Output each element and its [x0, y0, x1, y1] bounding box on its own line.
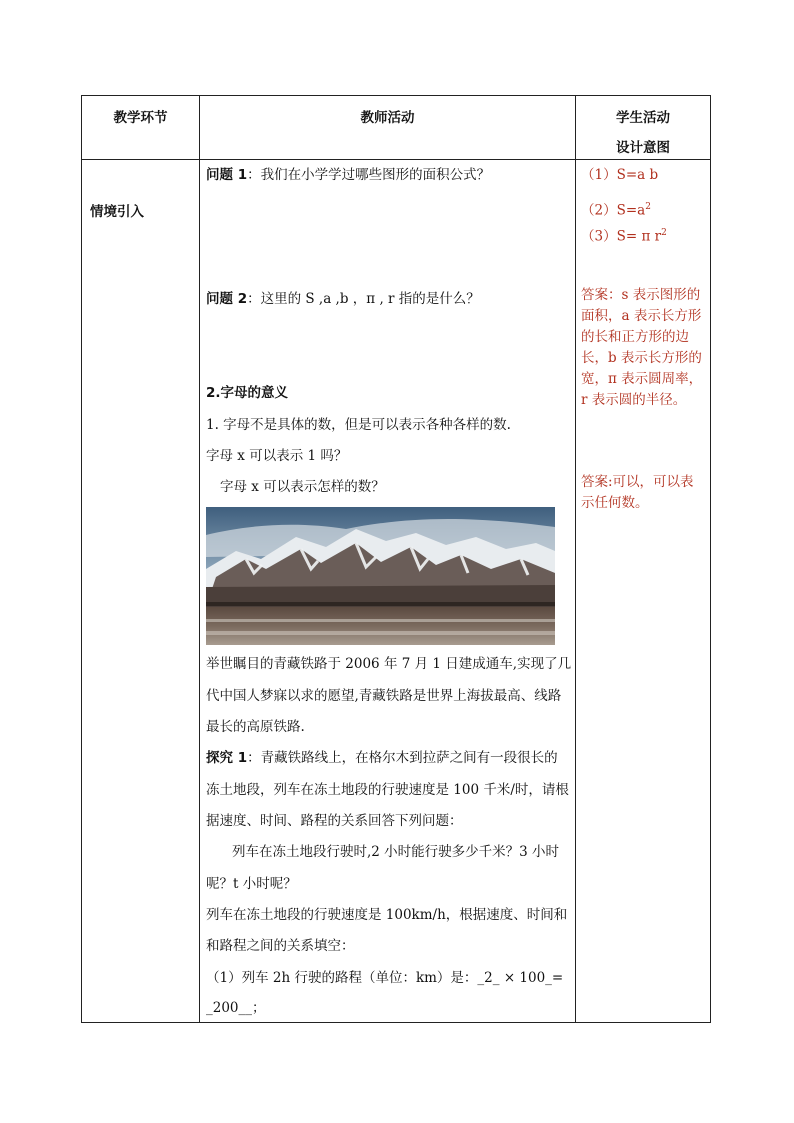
- formula-3: [581, 223, 667, 248]
- formula-2-exponent: 2: [645, 202, 651, 212]
- row-divider: [82, 159, 710, 160]
- railway-line-1: 举世瞩目的青藏铁路于 2006 年 7 月 1 日建成通车,实现了几: [206, 656, 572, 672]
- answer-1-line-4: 长，b 表示长方形的: [581, 350, 702, 366]
- column-divider: [199, 96, 200, 1022]
- speed-question-line-1: 列车在冻土地段行驶时,2 小时能行驶多少千米？3 小时: [232, 844, 560, 860]
- answer-1-line-3: 的长和正方形的边: [581, 329, 689, 345]
- answer-1-line-1: 答案：s 表示图形的: [581, 287, 701, 303]
- answer-2-line-1: 答案:可以，可以表: [581, 474, 694, 490]
- x-question-2: 字母 x 可以表示怎样的数？: [220, 479, 385, 495]
- formula-3-text: （3）S= π r: [581, 228, 662, 245]
- question-2-text: ：这里的 S ,a ,b ，π , r 指的是什么？: [247, 291, 480, 307]
- column-divider: [575, 96, 576, 1022]
- section-label: 情境引入: [90, 204, 144, 220]
- fill-intro-line-1: 列车在冻土地段的行驶速度是 100km/h，根据速度、时间和: [206, 907, 568, 923]
- explore-1-text: ：青藏铁路线上，在格尔木到拉萨之间有一段很长的: [247, 750, 558, 766]
- header-student: 学生活动: [616, 110, 670, 126]
- formula-2-text: （2）S=a: [581, 202, 646, 219]
- header-section: 教学环节: [113, 110, 168, 126]
- question-1: [206, 165, 490, 186]
- question-1-label: 问题 1: [206, 167, 248, 183]
- question-2-label: 问题 2: [206, 291, 248, 307]
- explore-line-3: 据速度、时间、路程的关系回答下列问题：: [206, 813, 463, 829]
- speed-question-line-2: 呢？t 小时呢？: [206, 876, 297, 892]
- explore-1-label: 探究 1: [206, 750, 248, 766]
- header-intent: 设计意图: [616, 140, 670, 156]
- railway-line-3: 最长的高原铁路.: [206, 719, 305, 735]
- qinghai-tibet-railway-photo: [206, 507, 555, 645]
- answer-1-line-2: 面积，a 表示长方形: [581, 308, 702, 324]
- answer-1-line-5: 宽，π 表示圆周率，: [581, 371, 703, 387]
- question-1-text: ：我们在小学学过哪些图形的面积公式？: [247, 167, 491, 183]
- formula-1: （1）S=a b: [581, 167, 659, 183]
- lesson-table: [81, 95, 711, 1023]
- railway-line-2: 代中国人梦寐以求的愿望,青藏铁路是世界上海拔最高、线路: [206, 688, 562, 704]
- point-1: 1. 字母不是具体的数，但是可以表示各种各样的数.: [206, 417, 511, 433]
- answer-1-line-6: r 表示圆的半径。: [581, 392, 687, 408]
- formula-2: [581, 197, 651, 222]
- formula-3-exponent: 2: [661, 228, 667, 238]
- explore-line-2: 冻土地段，列车在冻土地段的行驶速度是 100 千米/时，请根: [206, 782, 569, 798]
- fill-item-line-2: _200__；: [206, 1000, 266, 1016]
- header-teacher: 教师活动: [360, 110, 415, 126]
- x-question-1: 字母 x 可以表示 1 吗？: [206, 448, 348, 464]
- fill-item-line-1: （1）列车 2h 行驶的路程（单位：km）是：_2_ × 100_=: [206, 970, 564, 986]
- question-2: [206, 289, 480, 310]
- letters-heading: 2.字母的意义: [206, 385, 289, 401]
- fill-intro-line-2: 和路程之间的关系填空：: [206, 938, 355, 954]
- explore-1: [206, 748, 558, 769]
- answer-2-line-2: 示任何数。: [581, 495, 649, 511]
